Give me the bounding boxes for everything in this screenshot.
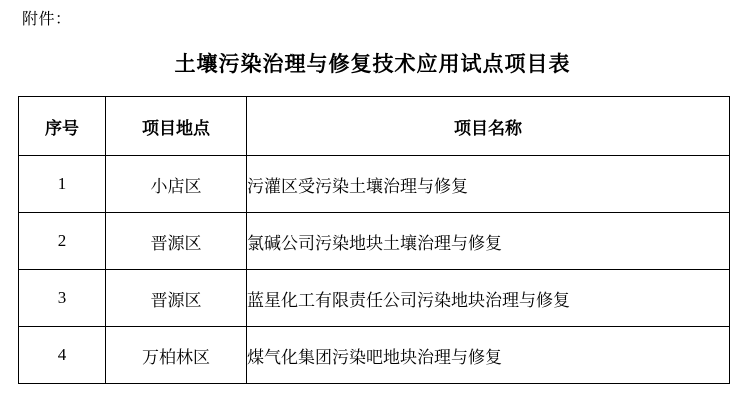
cell-location: 晋源区 — [106, 213, 247, 270]
cell-name: 污灌区受污染土壤治理与修复 — [247, 156, 730, 213]
column-header-location: 项目地点 — [106, 97, 247, 156]
column-header-index: 序号 — [19, 97, 106, 156]
table-row — [19, 213, 730, 270]
table-row — [19, 327, 730, 384]
cell-name: 蓝星化工有限责任公司污染地块治理与修复 — [247, 270, 730, 327]
page-title: 土壤污染治理与修复技术应用试点项目表 — [174, 52, 571, 76]
cell-index: 2 — [19, 213, 106, 270]
cell-name: 氯碱公司污染地块土壤治理与修复 — [247, 213, 730, 270]
cell-location: 晋源区 — [106, 270, 247, 327]
cell-location: 万柏林区 — [106, 327, 247, 384]
cell-name: 煤气化集团污染吧地块治理与修复 — [247, 327, 730, 384]
table-row — [19, 156, 730, 213]
cell-location: 小店区 — [106, 156, 247, 213]
cell-index: 1 — [19, 156, 106, 213]
table-row — [19, 270, 730, 327]
column-header-name: 项目名称 — [247, 97, 730, 156]
project-table-container — [18, 96, 726, 384]
table-body — [19, 156, 730, 384]
project-table — [18, 96, 730, 384]
cell-index: 3 — [19, 270, 106, 327]
table-header — [19, 97, 730, 156]
attachment-label: 附件： — [22, 11, 72, 28]
cell-index: 4 — [19, 327, 106, 384]
table-header-row — [19, 97, 730, 156]
